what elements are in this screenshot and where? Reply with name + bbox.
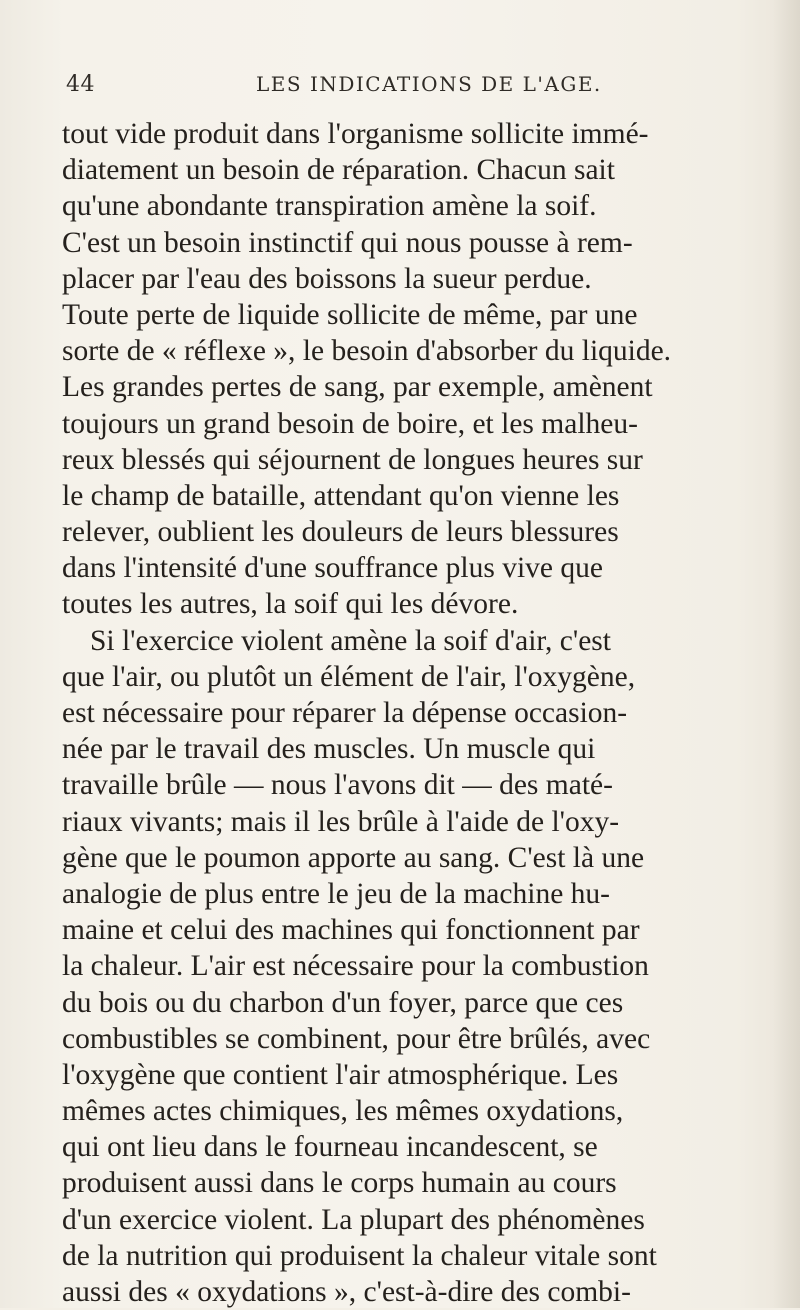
text-line: est nécessaire pour réparer la dépense occasion-	[62, 697, 628, 729]
page-header	[66, 72, 726, 108]
text-line: née par le travail des muscles. Un muscle qui	[62, 733, 596, 766]
text-line: analogie de plus entre le jeu de la machine hu-	[62, 877, 610, 910]
text-line: la chaleur. L'air est nécessaire pour la combustion	[62, 950, 649, 983]
text-line: placer par l'eau des boissons la sueur perdue.	[62, 262, 592, 295]
text-line: travaille brûle — nous l'avons dit — des maté-	[62, 769, 613, 802]
text-line: sorte de « réflexe », le besoin d'absorber du liquide.	[62, 335, 672, 368]
page-edge-shadow	[772, 0, 800, 1308]
body-text	[62, 116, 732, 1310]
text-line: dans l'intensité d'une souffrance plus vive que	[62, 552, 603, 585]
text-line: qui ont lieu dans le fourneau incandescent, se	[62, 1131, 598, 1164]
paragraph-start-line: Si l'exercice violent amène la soif d'air, c'est	[90, 624, 611, 657]
text-line: du bois ou du charbon d'un foyer, parce que ces	[62, 986, 624, 1019]
text-line: combustibles se combinent, pour être brûlés, avec	[62, 1022, 651, 1055]
text-line: qu'une abondante transpiration amène la soif.	[62, 190, 597, 223]
text-line: produisent aussi dans le corps humain au cours	[62, 1167, 617, 1200]
text-line: toujours un grand besoin de boire, et les malheu-	[62, 407, 638, 440]
text-line: tout vide produit dans l'organisme sollicite immé-	[62, 118, 649, 150]
running-head: LES INDICATIONS DE L'AGE.	[256, 72, 602, 96]
page-number: 44	[66, 72, 95, 97]
text-line: que l'air, ou plutôt un élément de l'air, l'oxygène,	[62, 660, 636, 693]
text-line: reux blessés qui séjournent de longues heures sur	[62, 443, 643, 476]
text-line: Les grandes pertes de sang, par exemple, amènent	[62, 371, 653, 404]
text-line: relever, oublient les douleurs de leurs blessures	[62, 516, 619, 549]
text-line: maine et celui des machines qui fonctionnent par	[62, 914, 640, 947]
text-line: d'un exercice violent. La plupart des phénomènes	[62, 1203, 645, 1236]
text-line: toutes les autres, la soif qui les dévore.	[62, 588, 519, 621]
text-line: C'est un besoin instinctif qui nous pousse à rem-	[62, 226, 633, 259]
text-line: le champ de bataille, attendant qu'on vienne les	[62, 479, 620, 512]
text-line: gène que le poumon apporte au sang. C'est là une	[62, 841, 645, 874]
text-line: l'oxygène que contient l'air atmosphérique. Les	[62, 1058, 619, 1091]
text-line: aussi des « oxydations », c'est-à-dire des combi-	[62, 1276, 631, 1308]
text-line: de la nutrition qui produisent la chaleur vitale sont	[62, 1239, 657, 1272]
text-line: mêmes actes chimiques, les mêmes oxydations,	[62, 1095, 624, 1128]
text-line: diatement un besoin de réparation. Chacun sait	[62, 154, 615, 187]
text-line: riaux vivants; mais il les brûle à l'aide de l'oxy-	[62, 805, 620, 838]
text-line: Toute perte de liquide sollicite de même, par une	[62, 298, 638, 331]
